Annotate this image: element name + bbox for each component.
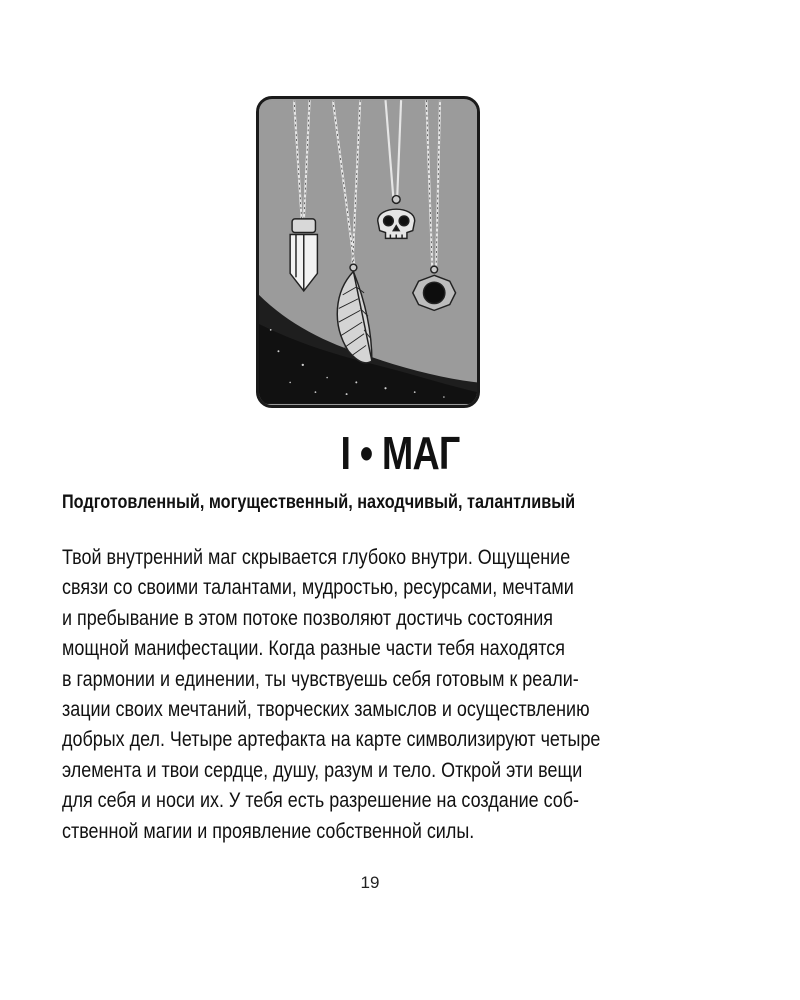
text-line: для себя и носи их. У тебя есть разрешение на создание соб- <box>62 789 580 813</box>
description-text <box>62 543 678 847</box>
page-title: I • МАГ <box>340 427 460 479</box>
text-line: ственной магии и проявление собственной силы. <box>62 819 475 843</box>
text-line: элемента и твои сердце, душу, разум и тело. Открой эти вещи <box>62 758 583 782</box>
text-line: и пребывание в этом потоке позволяют достичь состояния <box>62 606 554 630</box>
text-line: мощной манифестации. Когда разные части тебя находятся <box>62 637 565 661</box>
card-art <box>259 99 477 405</box>
text-line: добрых дел. Четыре артефакта на карте символизируют четыре <box>62 728 601 752</box>
text-line: зации своих мечтаний, творческих замыслов и осуществлению <box>62 698 590 722</box>
card-keywords: Подготовленный, могущественный, находчивый, талантливый <box>62 492 576 513</box>
page-number: 19 <box>360 873 380 892</box>
text-line: в гармонии и единении, ты чувствуешь себя готовым к реали- <box>62 667 579 691</box>
text-line: Твой внутренний маг скрывается глубоко внутри. Ощущение <box>62 546 571 569</box>
text-line: связи со своими талантами, мудростью, ресурсами, мечтами <box>62 576 574 600</box>
tarot-card-illustration <box>256 96 480 408</box>
